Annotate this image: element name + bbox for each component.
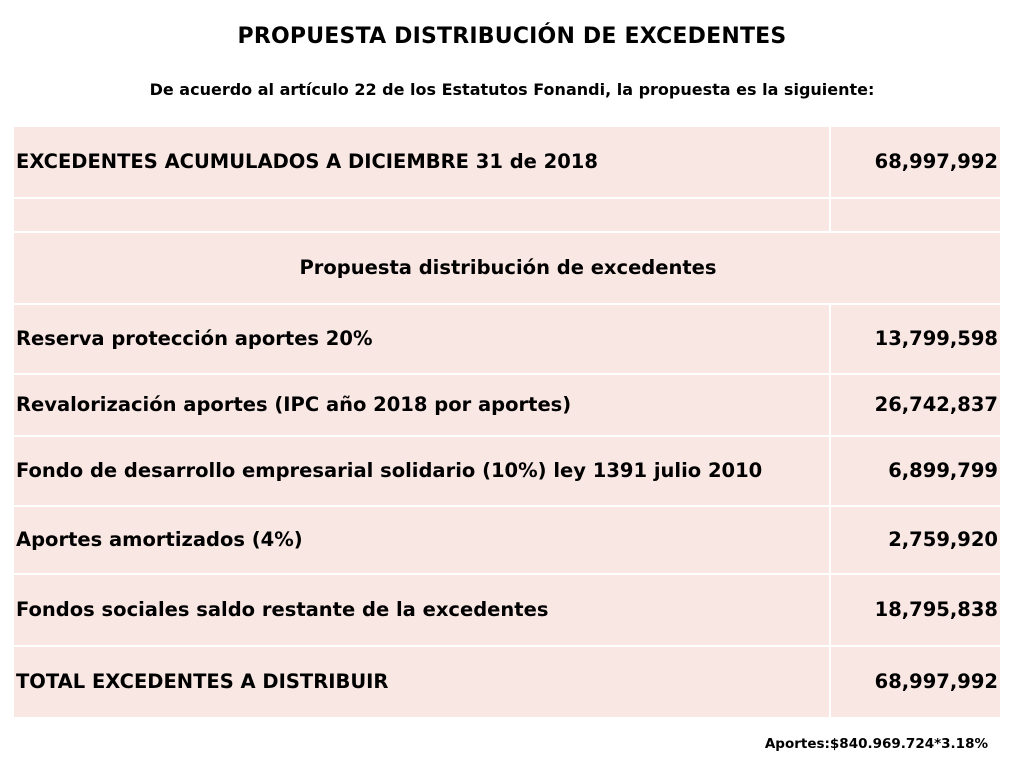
row-label <box>12 197 829 231</box>
footnote: Aportes:$840.969.724*3.18% <box>764 736 988 752</box>
row-value: 6,899,799 <box>829 435 1000 505</box>
row-label: Fondo de desarrollo empresarial solidario (10%) ley 1391 julio 2010 <box>12 435 829 505</box>
slide-title: PROPUESTA DISTRIBUCIÓN DE EXCEDENTES <box>237 24 787 49</box>
row-value: 2,759,920 <box>829 505 1000 573</box>
section-header: Propuesta distribución de excedentes <box>12 231 1000 303</box>
table-row-accumulated-surplus <box>12 125 1000 197</box>
table-row-section-header <box>12 231 1000 303</box>
table-row-revaluation <box>12 373 1000 435</box>
row-value: 68,997,992 <box>829 125 1000 197</box>
row-label: Aportes amortizados (4%) <box>12 505 829 573</box>
row-value: 26,742,837 <box>829 373 1000 435</box>
table-row-amortized-contributions <box>12 505 1000 573</box>
row-value: 18,795,838 <box>829 573 1000 645</box>
row-label: Reserva protección aportes 20% <box>12 303 829 373</box>
row-label: Revalorización aportes (IPC año 2018 por aportes) <box>12 373 829 435</box>
row-value <box>829 197 1000 231</box>
row-value: 68,997,992 <box>829 645 1000 717</box>
table-row-total <box>12 645 1000 717</box>
row-label: TOTAL EXCEDENTES A DISTRIBUIR <box>12 645 829 717</box>
slide-subtitle: De acuerdo al artículo 22 de los Estatutos Fonandi, la propuesta es la siguiente: <box>149 80 875 99</box>
row-value: 13,799,598 <box>829 303 1000 373</box>
row-label: Fondos sociales saldo restante de la excedentes <box>12 573 829 645</box>
table-row-development-fund <box>12 435 1000 505</box>
table-row-reserve <box>12 303 1000 373</box>
distribution-table <box>12 125 1000 717</box>
row-label: EXCEDENTES ACUMULADOS A DICIEMBRE 31 de 2018 <box>12 125 829 197</box>
table-row-social-funds <box>12 573 1000 645</box>
table-row-empty <box>12 197 1000 231</box>
